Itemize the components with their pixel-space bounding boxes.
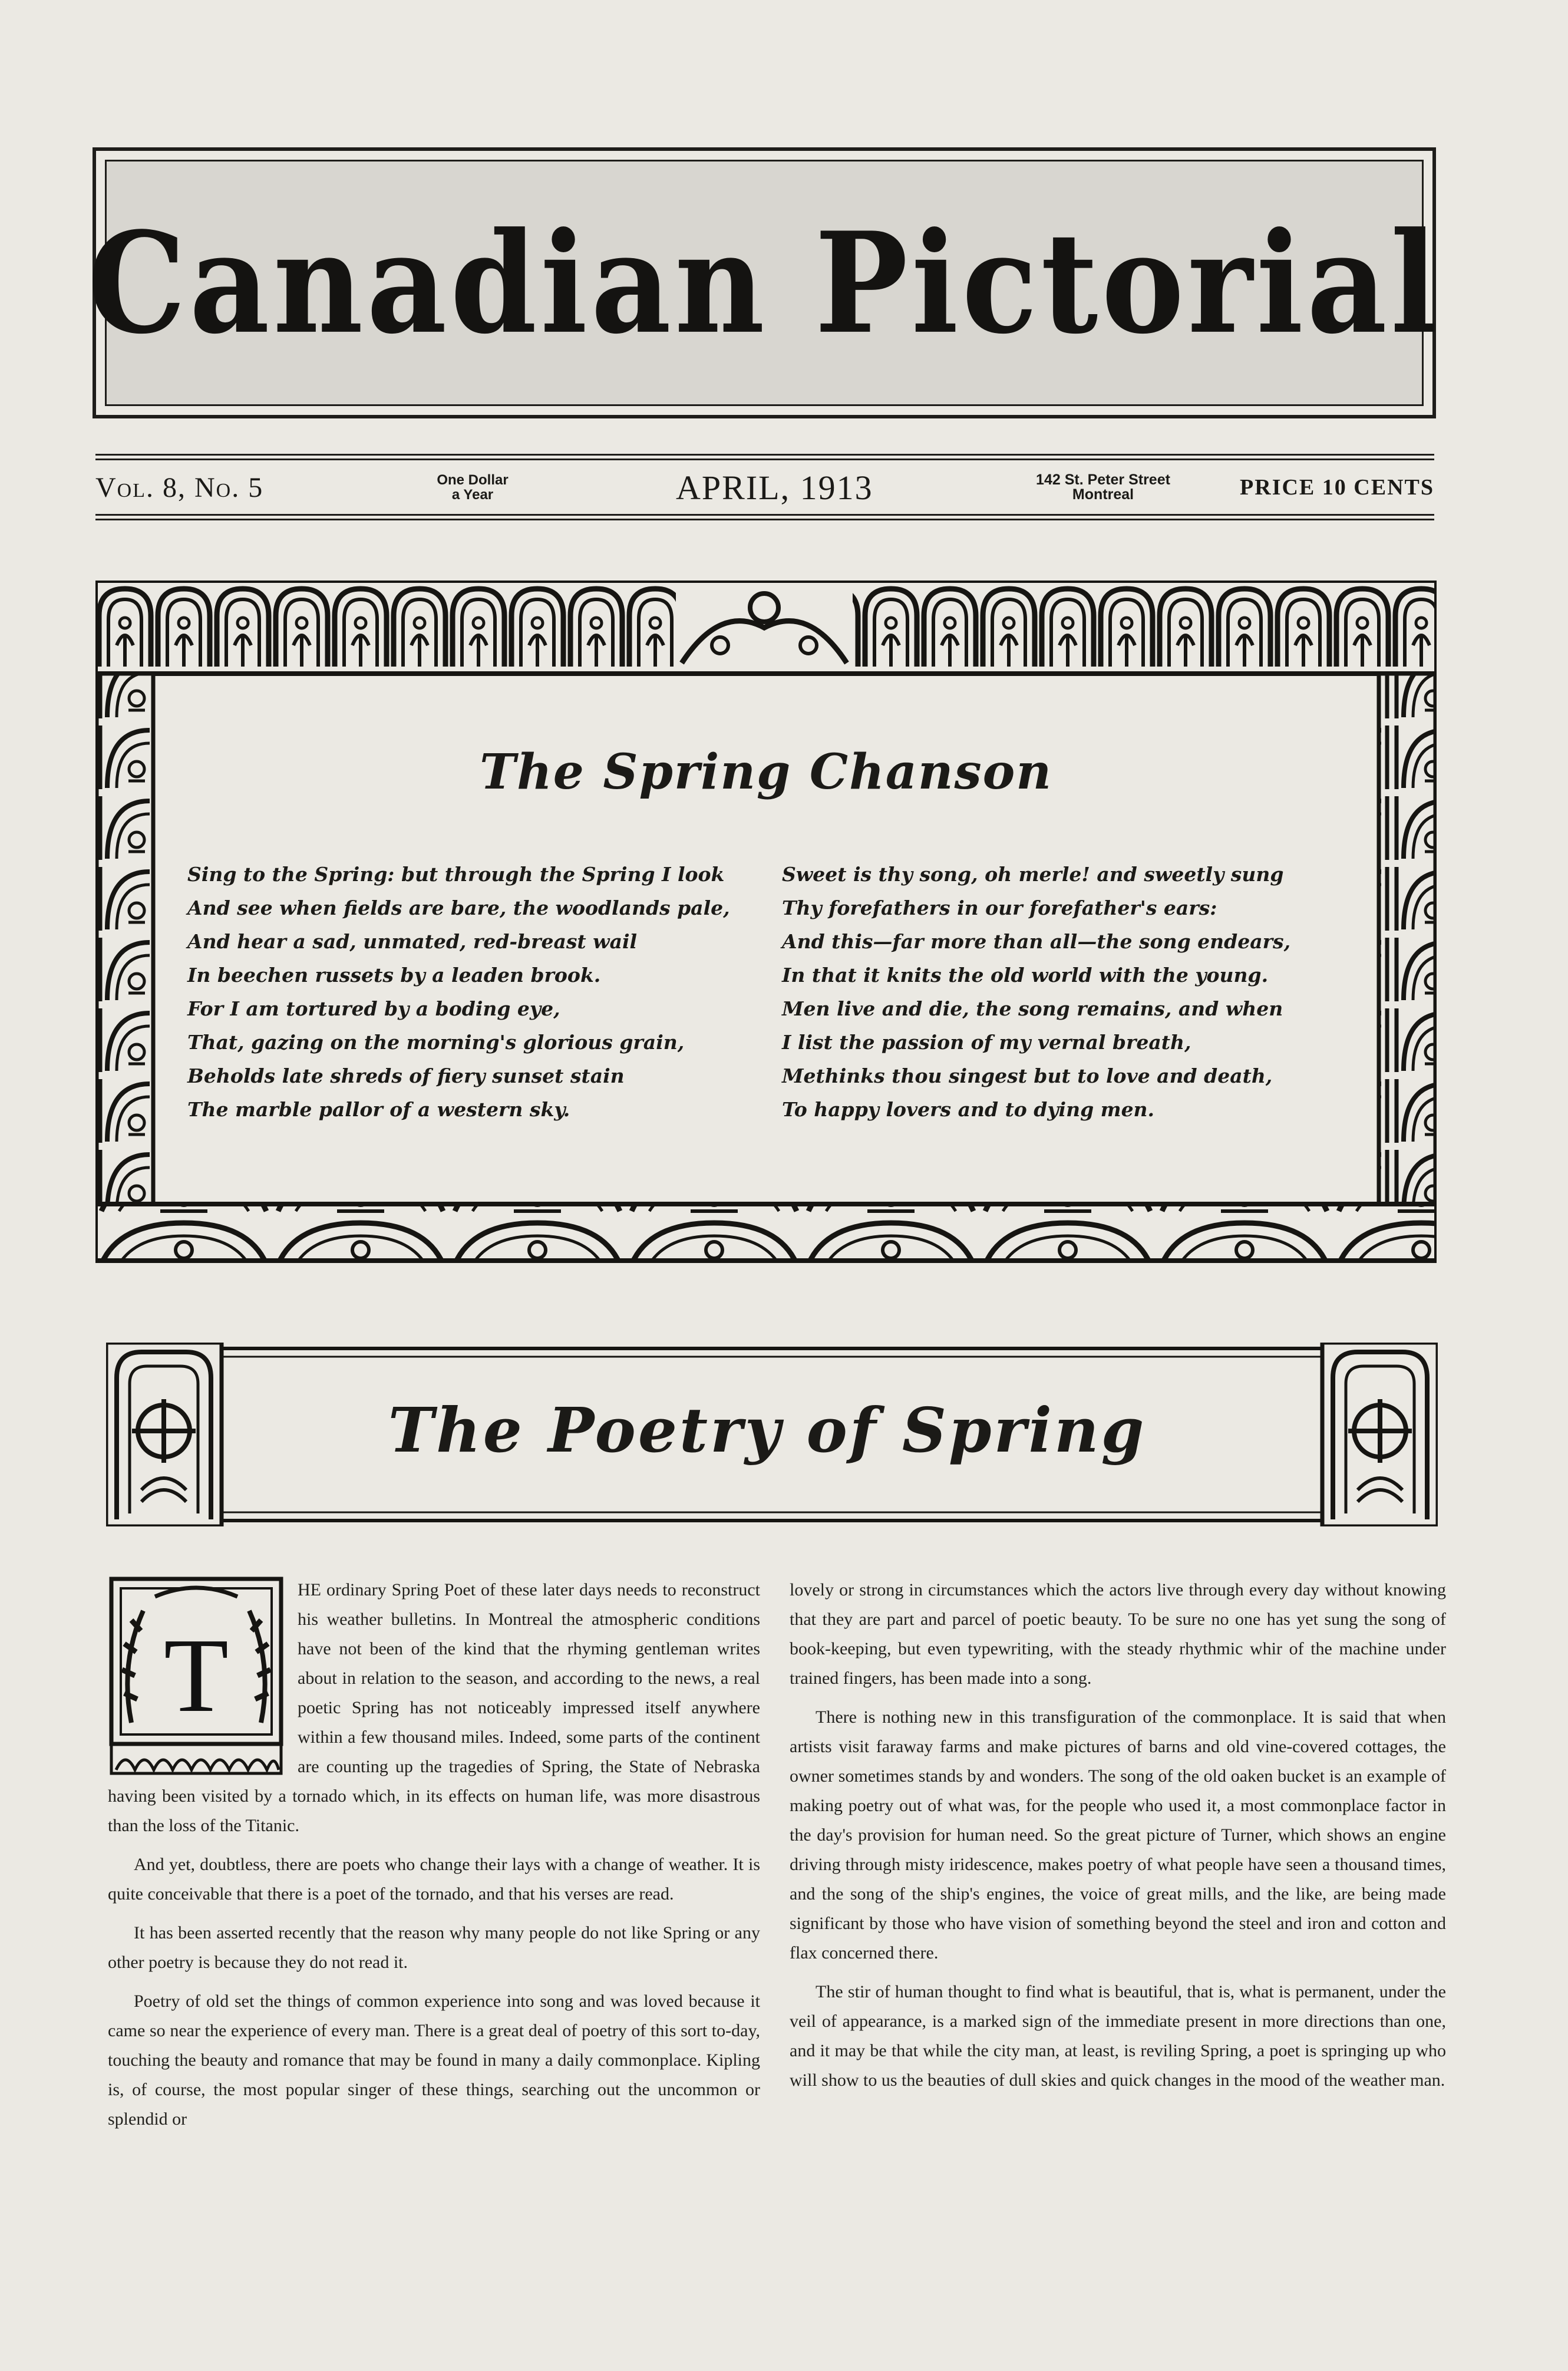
publisher-address	[1009, 462, 1197, 513]
poem-line: To happy lovers and to dying men.	[782, 1098, 1155, 1121]
article-paragraph: Poetry of old set the things of common experience into song and was loved because it came so near the experience of every man. There is a great deal of poetry of this sort to-day, touching the beauty and romance that may be found in many a daily commonplace. Kipling is, of course, the most popular singer of these things, searching out the uncommon or splendid or	[108, 1991, 760, 2129]
info-bar-bottom-rule-2	[95, 519, 1434, 520]
poem-line: Beholds late shreds of fiery sunset stain	[187, 1064, 625, 1087]
poem-line: Sing to the Spring: but through the Spring I look	[187, 863, 725, 886]
article-paragraph: And yet, doubtless, there are poets who change their lays with a change of weather. It is quite conceivable that there is a poet of the tornado, and that his verses are read.	[108, 1855, 760, 1904]
address-line-2: Montreal	[1072, 486, 1134, 503]
poem-line: The marble pallor of a western sky.	[187, 1098, 570, 1121]
poem-left-stanza	[187, 858, 753, 1126]
masthead	[87, 160, 1441, 406]
info-bar-top-rule	[95, 454, 1434, 456]
masthead-title: Canadian Pictorial	[87, 201, 1441, 365]
article-paragraph: It has been asserted recently that the reason why many people do not like Spring or any other poetry is because they do not read it.	[108, 1923, 760, 1972]
poem-line: And this—far more than all—the song endears,	[782, 930, 1291, 953]
subscription-line-2: a Year	[451, 487, 494, 503]
article-paragraph: HE ordinary Spring Poet of these later days needs to reconstruct his weather bulletins. In Montreal the atmospheric conditions have not been of the kind that the rhyming gentleman writes about in relation to the season, and according to the news, a real poetic Spring has not noticeably impressed itself anywhere within a few thousand miles. Indeed, some parts of the continent are counting up the tragedies of Spring, the State of Nebraska having been visited by a tornado which, in its effects on human life, was more disastrous than the loss of the Titanic.	[108, 1580, 760, 1835]
poem-line: Sweet is thy song, oh merle! and sweetly sung	[782, 863, 1284, 886]
article-title: The Poetry of Spring	[388, 1394, 1147, 1466]
poem-line: Men live and die, the song remains, and when	[782, 997, 1283, 1020]
subscription-price	[402, 462, 543, 513]
chanson-title: The Spring Chanson	[480, 744, 1052, 800]
article-paragraph: There is nothing new in this transfiguration of the commonplace. It is said that when artists visit faraway farms and make pictures of barns and old vine-covered cottages, the owner sometimes stands by and wonders. The song of the old oaken bucket is an example of making poetry out of what was, for the people who used it, a most commonplace factor in the day's provision for human need. So the great picture of Turner, which shows an engine driving through misty iridescence, makes poetry of what people have seen a thousand times, and the song of the ship's engines, the voice of great mills, and the like, are being made significant by those who have vision of something beyond the steel and iron and cotton and flax concerned there.	[790, 1707, 1446, 1963]
issue-date: APRIL, 1913	[676, 468, 873, 507]
issue-price: PRICE 10 CENTS	[1240, 475, 1434, 500]
poem-line: Methinks thou singest but to love and death,	[782, 1064, 1273, 1087]
article-paragraph: lovely or strong in circumstances which the actors live through every day without knowing that they are part and parcel of poetic beauty. To be sure no one has yet sung the song of book-keeping, but even typewriting, with the steady rhythmic whir of the machine under trained fingers, has been made into a song.	[790, 1580, 1446, 1688]
article-column-left	[108, 1575, 760, 2144]
poem-line: I list the passion of my vernal breath,	[782, 1031, 1191, 1054]
poem-right-stanza	[782, 858, 1348, 1126]
poem-line: For I am tortured by a boding eye,	[187, 997, 560, 1020]
poem-line: Thy forefathers in our forefather's ears:	[782, 896, 1217, 919]
volume-number: Vol. 8, No. 5	[95, 471, 264, 503]
poem-line: In beechen russets by a leaden brook.	[187, 964, 601, 987]
info-bar-top-rule-2	[95, 459, 1434, 460]
info-bar-bottom-rule	[95, 514, 1434, 516]
poem-line: That, gazing on the morning's glorious grain,	[187, 1031, 685, 1054]
article-column-right	[790, 1575, 1446, 2105]
poem-line: In that it knits the old world with the young.	[782, 964, 1269, 987]
drop-cap-letter: T	[164, 1617, 229, 1734]
info-bar	[95, 462, 1434, 513]
poem-line: And hear a sad, unmated, red-breast wail	[187, 930, 638, 953]
drop-cap-ornament	[108, 1575, 285, 1779]
subscription-line-1: One Dollar	[437, 472, 509, 488]
article-paragraph: The stir of human thought to find what is beautiful, that is, what is permanent, under the veil of appearance, is a marked sign of the immediate present in more directions than one, and it may be that while the city man, at least, is reviling Spring, a poet is springing up who will show to us the beauties of dull skies and quick changes in the mood of the weather man.	[790, 1982, 1446, 2090]
address-line-1: 142 St. Peter Street	[1036, 471, 1170, 488]
poem-line: And see when fields are bare, the woodlands pale,	[187, 896, 730, 919]
